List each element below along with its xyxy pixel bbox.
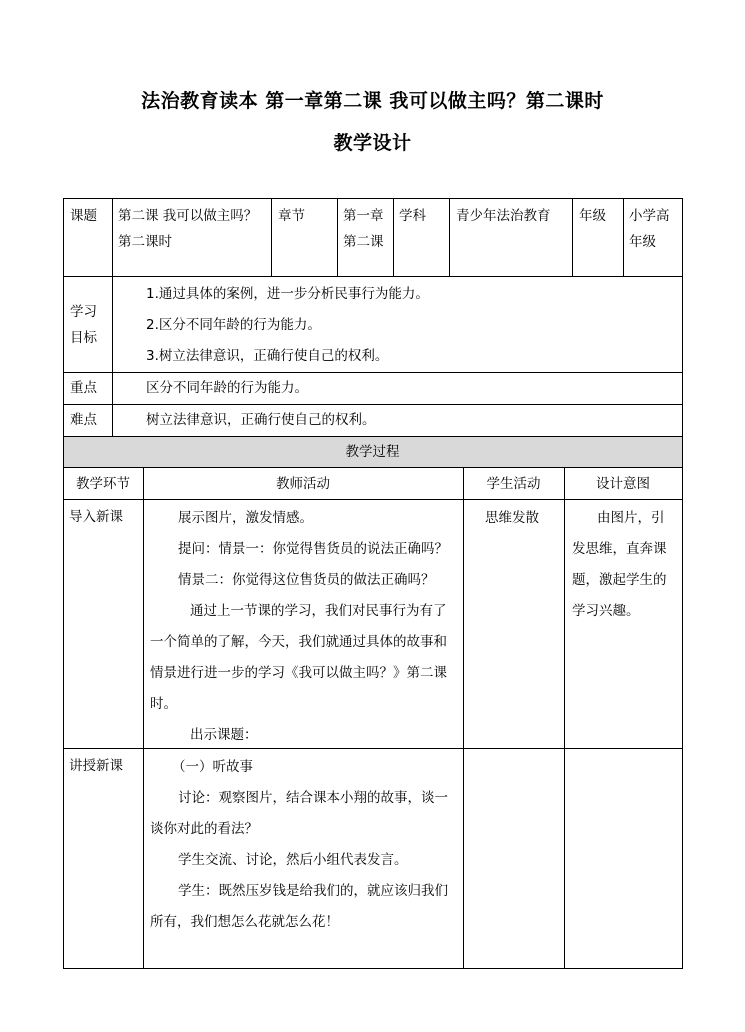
intent-line: 由图片，引 xyxy=(597,510,665,526)
table-line xyxy=(63,404,683,405)
table-line xyxy=(112,198,113,276)
objectives-label xyxy=(70,299,97,351)
chapter-value-line2: 第二课 xyxy=(343,234,384,250)
teacher-activity-intro xyxy=(150,503,448,751)
stage-intro: 导入新课 xyxy=(69,509,123,525)
teacher-line: 谈你对此的看法？ xyxy=(150,821,258,837)
teacher-line: 情景二：你觉得这位售货员的做法正确吗？ xyxy=(178,572,435,588)
design-intent-intro xyxy=(572,503,667,627)
intent-line: 学习兴趣。 xyxy=(572,603,640,619)
table-line xyxy=(572,198,573,276)
document-title: 法治教育读本 第一章第二课 我可以做主吗？第二课时 xyxy=(141,90,604,112)
subject-label: 学科 xyxy=(399,208,426,224)
teacher-line: 提问：情景一：你觉得售货员的说法正确吗？ xyxy=(178,541,448,557)
process-header: 教学过程 xyxy=(345,444,400,460)
column-header-student: 学生活动 xyxy=(486,476,541,492)
difficulty-text: 树立法律意识，正确行使自己的权利。 xyxy=(146,412,376,428)
teacher-line: 所有，我们想怎么花就怎么花！ xyxy=(150,914,339,930)
objectives-list xyxy=(146,279,429,372)
teacher-line: 一个简单的了解，今天，我们就通过具体的故事和 xyxy=(150,634,447,650)
key-point-label: 重点 xyxy=(70,380,97,396)
table-line xyxy=(63,372,683,373)
table-line xyxy=(271,198,272,276)
grade-value-line1: 小学高 xyxy=(629,208,670,224)
lesson-label: 课题 xyxy=(70,208,97,224)
table-line xyxy=(63,276,683,277)
table-line xyxy=(393,198,394,276)
teacher-line: 学生：既然压岁钱是给我们的，就应该归我们 xyxy=(178,883,448,899)
objectives-label-line2: 目标 xyxy=(70,330,97,346)
table-line xyxy=(63,467,683,468)
table-line xyxy=(682,198,683,969)
table-line xyxy=(564,467,565,968)
teacher-line: 展示图片，激发情感。 xyxy=(178,510,313,526)
table-line xyxy=(112,276,113,436)
table-line xyxy=(63,499,683,500)
grade-value xyxy=(629,203,670,255)
objective-item: 1.通过具体的案例，进一步分析民事行为能力。 xyxy=(146,286,429,302)
intent-line: 发思维，直奔课 xyxy=(572,541,667,557)
table-line xyxy=(63,198,64,969)
column-header-stage: 教学环节 xyxy=(76,476,130,492)
objectives-label-line1: 学习 xyxy=(70,304,97,320)
document-subtitle: 教学设计 xyxy=(333,132,412,154)
lesson-title-line2: 第二课时 xyxy=(118,234,172,250)
table-line xyxy=(63,968,683,969)
teacher-line: 讨论：观察图片，结合课本小翔的故事，谈一 xyxy=(178,790,448,806)
chapter-label: 章节 xyxy=(278,208,305,224)
teacher-line: 学生交流、讨论，然后小组代表发言。 xyxy=(178,852,408,868)
lesson-title xyxy=(118,203,257,255)
table-line xyxy=(623,198,624,276)
chapter-value xyxy=(343,203,384,255)
table-line xyxy=(63,198,683,199)
teacher-line: 时。 xyxy=(150,696,177,712)
subject-value: 青少年法治教育 xyxy=(456,208,551,224)
lesson-title-line1: 第二课 我可以做主吗？ xyxy=(118,208,258,224)
table-line xyxy=(463,467,464,968)
intent-line: 题，激起学生的 xyxy=(572,572,667,588)
objective-item: 3.树立法律意识，正确行使自己的权利。 xyxy=(146,348,389,364)
grade-label: 年级 xyxy=(579,208,606,224)
chapter-value-line1: 第一章 xyxy=(343,208,384,224)
teacher-line: 出示课题： xyxy=(190,727,258,743)
key-point-text: 区分不同年龄的行为能力。 xyxy=(146,380,308,396)
student-activity-intro: 思维发散 xyxy=(485,510,539,526)
column-header-intent: 设计意图 xyxy=(596,476,650,492)
difficulty-label: 难点 xyxy=(70,412,97,428)
teacher-line: 情景进行进一步的学习《我可以做主吗？》第二课 xyxy=(150,665,447,681)
table-line xyxy=(449,198,450,276)
teacher-line: 通过上一节课的学习，我们对民事行为有了 xyxy=(190,603,447,619)
table-line xyxy=(143,467,144,968)
table-line xyxy=(337,198,338,276)
column-header-teacher: 教师活动 xyxy=(276,476,330,492)
objective-item: 2.区分不同年龄的行为能力。 xyxy=(146,317,321,333)
stage-new-lesson: 讲授新课 xyxy=(69,758,123,774)
grade-value-line2: 年级 xyxy=(629,234,656,250)
teacher-line: （一）听故事 xyxy=(172,759,253,775)
teacher-activity-new-lesson xyxy=(150,752,448,938)
table-line xyxy=(63,436,683,437)
